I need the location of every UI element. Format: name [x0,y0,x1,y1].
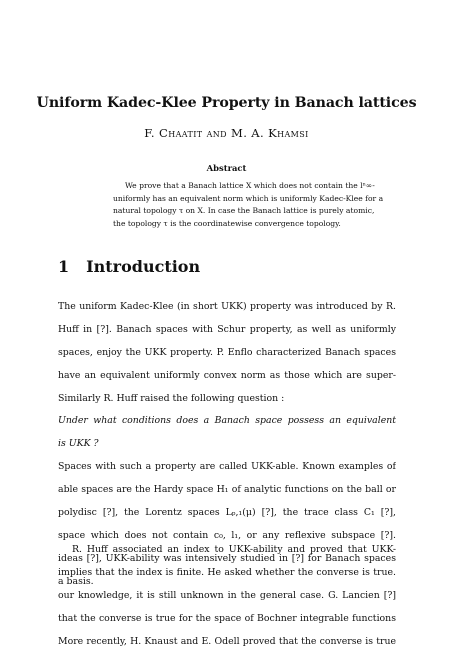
abstract-line: natural topology τ on X. In case the Banach lattice is purely atomic, [113,206,375,216]
text-line: R. Huff associated an index to UKK-ability and proved that UKK- [72,544,396,555]
text-line: Similarly R. Huff raised the following question : [58,392,285,404]
paper-authors: F. Chaatit and M. A. Khamsi [144,126,309,140]
text-line: More recently, H. Knaust and E. Odell proved that the converse is true [58,635,396,647]
section-heading [58,257,200,276]
text-line: ideas [?], UKK-ability was intensively studied in [?] for Banach spaces [58,552,396,564]
paragraph-2 [58,539,396,653]
section-title: Introduction [86,257,201,276]
text-line: Spaces with such a property are called UKK-able. Known examples of [58,461,396,473]
question-line: Under what conditions does a Banach space possess an equivalent [58,415,396,427]
abstract-heading: Abstract [206,163,247,173]
abstract-line: the topology τ is the coordinatewise convergence topology. [113,218,341,228]
abstract-line: We prove that a Banach lattice X which does not contain the lⁿ∞- [125,181,375,190]
text-line: able spaces are the Hardy space H₁ of analytic functions on the ball or [58,484,396,496]
question-line: is UKK ? [58,438,99,450]
text-line: have an equivalent uniformly convex norm as those which are super- [58,369,396,381]
text-line: that the converse is true for the space of Bochner integrable functions [58,612,396,624]
text-line: a basis. [58,575,94,587]
text-line: The uniform Kadec-Klee (in short UKK) property was introduced by R. [58,301,396,312]
text-line: Huff in [?]. Banach spaces with Schur property, as well as uniformly [58,323,396,335]
paper-title: Uniform Kadec-Klee Property in Banach lattices [36,95,417,111]
text-line: space which does not contain c₀, l₁, or any reflexive subspace [?]. [58,529,396,541]
abstract-body [113,180,384,230]
section-number: 1 [58,257,70,276]
abstract-line: uniformly has an equivalent norm which is uniformly Kadec-Klee for a [113,193,384,203]
text-line: polydisc [?], the Lorentz spaces Lₚ,₁(μ) [?], the trace class C₁ [?], [58,507,396,519]
text-line: implies that the index is finite. He asked whether the converse is true. [58,566,396,578]
text-line: spaces, enjoy the UKK property. P. Enflo characterized Banach spaces [58,346,396,358]
text-line: our knowledge, it is still unknown in the general case. G. Lancien [?] [58,589,396,601]
